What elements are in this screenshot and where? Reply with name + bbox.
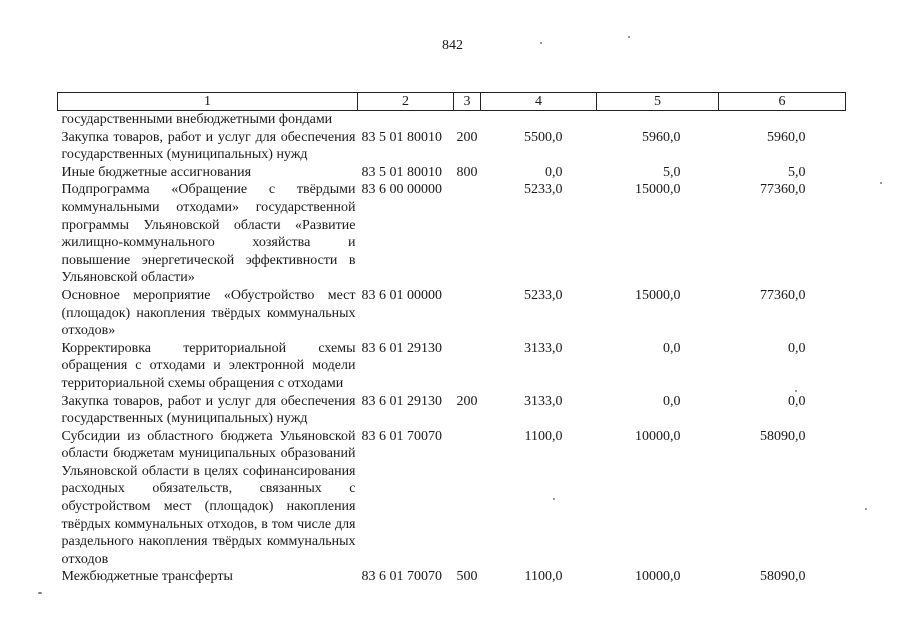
row-value-col-4: 5233,0 bbox=[524, 182, 563, 198]
row-value-col-4: 1100,0 bbox=[524, 569, 563, 585]
row-description: Подпрограмма «Обращение с твёрдыми коммунальными отходами» государственной программы Ульяновской области «Развитие жилищно-коммунального хозяйства и повышение энергетической эффективности в Ульяновской области» bbox=[61, 182, 356, 286]
row-expense-type bbox=[454, 287, 481, 340]
header-col-4: 4 bbox=[481, 93, 597, 111]
table-row bbox=[58, 181, 846, 287]
row-code bbox=[358, 111, 454, 129]
row-value-col-6: 77360,0 bbox=[760, 287, 806, 303]
header-col-2: 2 bbox=[358, 93, 454, 111]
table-row bbox=[58, 428, 846, 569]
budget-table bbox=[57, 92, 846, 586]
row-value-col-5: 15000,0 bbox=[635, 182, 681, 198]
row-expense-type bbox=[454, 428, 481, 569]
row-value-col-5: 10000,0 bbox=[635, 428, 681, 444]
row-value-col-5: 15000,0 bbox=[635, 287, 681, 303]
row-code: 83 5 01 80010 bbox=[361, 164, 442, 180]
row-description: Основное мероприятие «Обустройство мест (площадок) накопления твёрдых коммунальных отходов» bbox=[61, 287, 356, 339]
row-value-col-5: 10000,0 bbox=[635, 569, 681, 585]
table-row bbox=[58, 164, 846, 182]
row-value-col-6: 77360,0 bbox=[760, 182, 806, 198]
row-expense-type bbox=[454, 340, 481, 393]
row-code: 83 6 01 00000 bbox=[361, 287, 442, 303]
row-description: Закупка товаров, работ и услуг для обеспечения государственных (муниципальных) нужд bbox=[61, 129, 356, 163]
row-description: государственными внебюджетными фондами bbox=[61, 112, 333, 127]
row-value-col-6: 5960,0 bbox=[767, 129, 806, 145]
row-value-col-6: 0,0 bbox=[788, 393, 806, 409]
scan-speck bbox=[540, 42, 542, 44]
row-value-col-4: 5500,0 bbox=[524, 129, 563, 145]
row-value-col-5: 0,0 bbox=[663, 340, 681, 356]
row-value-col-6 bbox=[719, 111, 846, 129]
row-value-col-5: 5,0 bbox=[663, 164, 681, 180]
page-number: 842 bbox=[442, 38, 463, 53]
scan-speck bbox=[38, 592, 42, 594]
row-expense-type: 200 bbox=[456, 393, 478, 409]
scan-speck bbox=[865, 508, 867, 510]
row-code: 83 6 00 00000 bbox=[361, 182, 442, 198]
row-value-col-6: 58090,0 bbox=[760, 569, 806, 585]
table-row bbox=[58, 129, 846, 164]
table-body bbox=[58, 111, 846, 587]
scan-speck bbox=[628, 36, 630, 38]
header-col-6: 6 bbox=[719, 93, 846, 111]
row-value-col-6: 58090,0 bbox=[760, 428, 806, 444]
row-expense-type: 800 bbox=[456, 164, 478, 180]
row-value-col-4: 1100,0 bbox=[524, 428, 563, 444]
table-row bbox=[58, 393, 846, 428]
row-expense-type: 200 bbox=[456, 129, 478, 145]
row-code: 83 6 01 29130 bbox=[361, 393, 442, 409]
table-row bbox=[58, 111, 846, 129]
row-code: 83 5 01 80010 bbox=[361, 129, 442, 145]
row-description: Субсидии из областного бюджета Ульяновской области бюджетам муниципальных образований Ульяновской области в целях софинансирования расходных обязательств, связанных с обустройством мест (площадок) накопления твёрдых коммунальных отходов, в том числе для раздельного накопления твёрдых коммунальных отходов bbox=[61, 428, 356, 567]
row-description: Межбюджетные трансферты bbox=[61, 569, 233, 585]
row-value-col-6: 0,0 bbox=[788, 340, 806, 356]
row-code: 83 6 01 70070 bbox=[361, 428, 442, 444]
header-col-5: 5 bbox=[597, 93, 719, 111]
row-expense-type bbox=[454, 181, 481, 287]
row-value-col-4 bbox=[481, 111, 597, 129]
table-header bbox=[58, 93, 846, 111]
row-description: Иные бюджетные ассигнования bbox=[61, 164, 252, 180]
row-value-col-6: 5,0 bbox=[788, 164, 806, 180]
table-row bbox=[58, 287, 846, 340]
row-code: 83 6 01 70070 bbox=[361, 569, 442, 585]
row-expense-type: 500 bbox=[456, 569, 478, 585]
scan-speck bbox=[553, 498, 555, 500]
row-value-col-4: 3133,0 bbox=[524, 340, 563, 356]
scan-speck bbox=[880, 182, 882, 184]
header-col-3: 3 bbox=[454, 93, 481, 111]
header-col-1: 1 bbox=[58, 93, 358, 111]
row-value-col-5: 0,0 bbox=[663, 393, 681, 409]
table-row bbox=[58, 568, 846, 586]
row-value-col-5: 5960,0 bbox=[642, 129, 681, 145]
scan-speck bbox=[795, 390, 797, 392]
row-code: 83 6 01 29130 bbox=[361, 340, 442, 356]
row-value-col-5 bbox=[597, 111, 719, 129]
row-value-col-4: 0,0 bbox=[545, 164, 563, 180]
row-value-col-4: 3133,0 bbox=[524, 393, 563, 409]
row-expense-type bbox=[454, 111, 481, 129]
row-description: Закупка товаров, работ и услуг для обеспечения государственных (муниципальных) нужд bbox=[61, 393, 356, 427]
row-value-col-4: 5233,0 bbox=[524, 287, 563, 303]
row-description: Корректировка территориальной схемы обращения с отходами и электронной модели территориальной схемы обращения с отходами bbox=[61, 340, 356, 391]
table-row bbox=[58, 340, 846, 393]
